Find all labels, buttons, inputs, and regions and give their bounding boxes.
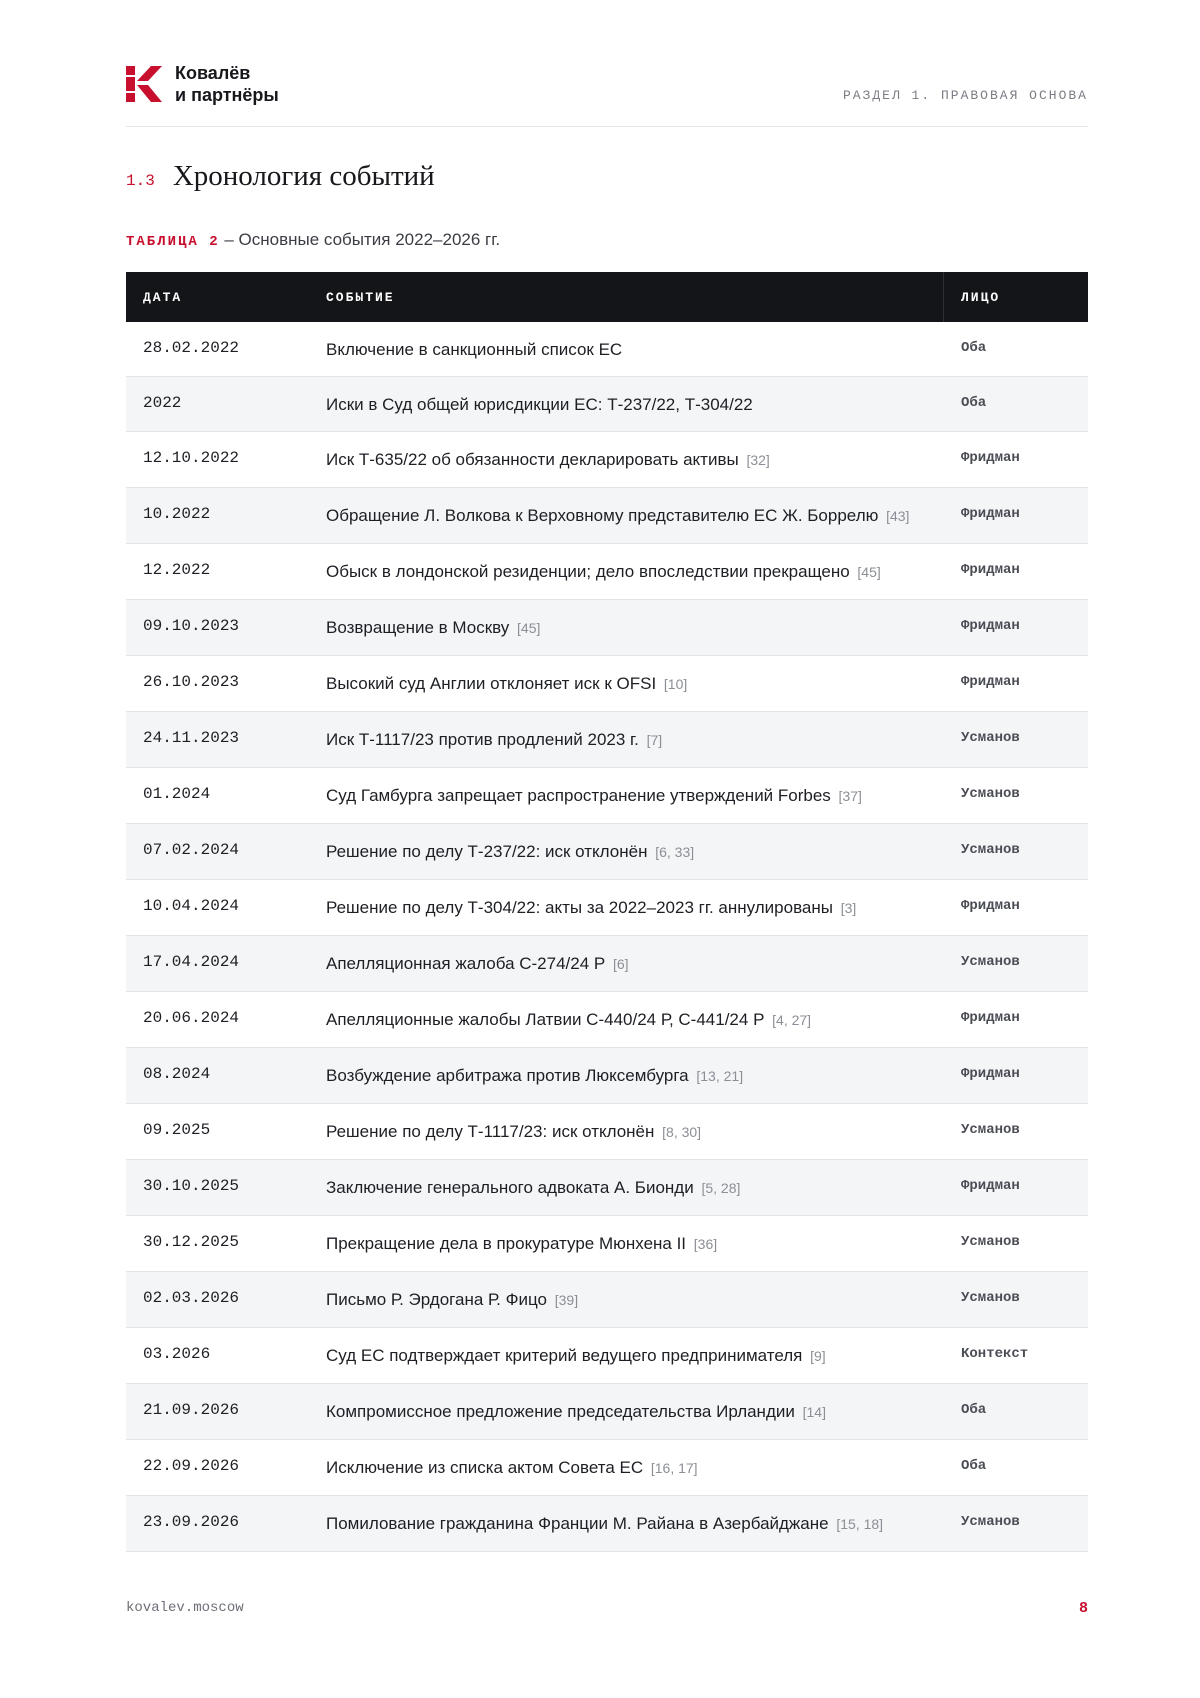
table-row — [126, 1440, 1088, 1496]
event-text: Суд Гамбурга запрещает распространение утверждений Forbes — [326, 786, 831, 805]
reference-label: [10] — [663, 676, 688, 692]
date-cell: 26.10.2023 — [143, 673, 240, 691]
date-cell: 10.2022 — [143, 505, 211, 523]
event-text: Помилование гражданина Франции М. Райана в Азербайджане — [326, 1514, 829, 1533]
event-cell — [309, 1160, 944, 1215]
table-row — [126, 824, 1088, 880]
date-cell: 28.02.2022 — [143, 339, 240, 357]
event-text: Обращение Л. Волкова к Верховному представителю ЕС Ж. Боррелю — [326, 506, 879, 525]
event-cell — [309, 322, 944, 376]
date-cell: 30.12.2025 — [143, 1233, 240, 1251]
reference-label: [7] — [646, 732, 663, 748]
table-caption-label: ТАБЛИЦА 2 — [126, 234, 220, 250]
date-cell: 09.10.2023 — [143, 617, 240, 635]
column-header-date: ДАТА — [143, 289, 183, 305]
table-caption — [126, 230, 500, 250]
event-cell — [309, 992, 944, 1047]
table-row — [126, 1104, 1088, 1160]
reference-label: [15, 18] — [836, 1516, 884, 1532]
person-cell: Усманов — [961, 786, 1020, 802]
reference-label: [36] — [693, 1236, 718, 1252]
date-cell: 10.04.2024 — [143, 897, 240, 915]
person-cell: Усманов — [961, 954, 1020, 970]
event-text: Решение по делу Т-304/22: акты за 2022–2023 гг. аннулированы — [326, 898, 833, 917]
event-cell — [309, 768, 944, 823]
reference-label: [14] — [802, 1404, 826, 1420]
date-cell: 12.10.2022 — [143, 449, 240, 467]
person-cell: Фридман — [961, 506, 1020, 522]
date-cell: 24.11.2023 — [143, 729, 240, 747]
event-text: Компромиссное предложение председательства Ирландии — [326, 1402, 795, 1421]
event-cell — [309, 1104, 944, 1159]
page-header — [126, 62, 1088, 127]
person-cell: Фридман — [961, 898, 1020, 914]
brand-name — [175, 62, 279, 106]
person-cell: Фридман — [961, 450, 1020, 466]
event-cell — [309, 432, 944, 487]
table-row — [126, 880, 1088, 936]
brand-line-1: Ковалёв — [175, 63, 251, 83]
person-cell: Оба — [961, 395, 987, 411]
event-cell — [309, 936, 944, 991]
event-text: Обыск в лондонской резиденции; дело впоследствии прекращено — [326, 562, 850, 581]
table-caption-text: – Основные события 2022–2026 гг. — [219, 230, 501, 249]
table-row — [126, 1160, 1088, 1216]
event-text: Иск Т-635/22 об обязанности декларировать активы — [326, 450, 739, 469]
date-cell: 07.02.2024 — [143, 841, 240, 859]
person-cell: Фридман — [961, 1066, 1020, 1082]
section-label: РАЗДЕЛ 1. ПРАВОВАЯ ОСНОВА — [842, 88, 1088, 103]
reference-label: [32] — [746, 452, 770, 468]
reference-label: [8, 30] — [662, 1124, 702, 1140]
event-cell — [309, 1328, 944, 1383]
table-row — [126, 1328, 1088, 1384]
section-heading — [126, 160, 435, 196]
person-cell: Фридман — [961, 674, 1020, 690]
person-cell: Усманов — [961, 842, 1020, 858]
event-cell — [309, 1272, 944, 1327]
date-cell: 12.2022 — [143, 561, 211, 579]
event-text: Апелляционная жалоба С-274/24 Р — [326, 954, 606, 973]
event-text: Возвращение в Москву — [326, 618, 510, 637]
person-cell: Усманов — [961, 1514, 1020, 1530]
reference-label: [39] — [554, 1292, 579, 1308]
person-cell: Оба — [961, 340, 987, 356]
table-row — [126, 1496, 1088, 1552]
reference-label: [16, 17] — [650, 1460, 698, 1476]
event-text: Апелляционные жалобы Латвии С-440/24 Р, С-441/24 Р — [326, 1010, 765, 1029]
table-row — [126, 1384, 1088, 1440]
events-table — [126, 272, 1088, 1552]
brand-line-2: и партнёры — [175, 85, 279, 105]
reference-label: [45] — [517, 620, 541, 636]
reference-label: [3] — [840, 900, 857, 916]
person-cell: Оба — [961, 1402, 987, 1418]
date-cell: 09.2025 — [143, 1121, 211, 1139]
column-header-event: СОБЫТИЕ — [309, 272, 944, 322]
date-cell: 23.09.2026 — [143, 1513, 240, 1531]
date-cell: 30.10.2025 — [143, 1177, 240, 1195]
table-row — [126, 432, 1088, 488]
person-cell: Усманов — [961, 1122, 1020, 1138]
date-cell: 21.09.2026 — [143, 1401, 240, 1419]
date-cell: 03.2026 — [143, 1345, 211, 1363]
footer-site: kovalev.moscow — [126, 1600, 244, 1616]
event-text: Суд ЕС подтверждает критерий ведущего предпринимателя — [326, 1346, 803, 1365]
event-text: Решение по делу Т-1117/23: иск отклонён — [326, 1122, 655, 1141]
event-text: Заключение генерального адвоката А. Бионди — [326, 1178, 694, 1197]
column-header-person: ЛИЦО — [961, 289, 1001, 305]
table-header — [126, 272, 1088, 322]
event-cell — [309, 377, 944, 431]
reference-label: [43] — [886, 508, 910, 524]
event-cell — [309, 1048, 944, 1103]
event-text: Высокий суд Англии отклоняет иск к OFSI — [326, 674, 657, 693]
table-row — [126, 600, 1088, 656]
person-cell: Контекст — [961, 1346, 1029, 1362]
date-cell: 17.04.2024 — [143, 953, 240, 971]
person-cell: Оба — [961, 1458, 987, 1474]
table-row — [126, 768, 1088, 824]
event-cell — [309, 1216, 944, 1271]
table-body — [126, 322, 1088, 1552]
date-cell: 08.2024 — [143, 1065, 211, 1083]
person-cell: Усманов — [961, 1290, 1020, 1306]
section-title: Хронология событий — [172, 160, 435, 192]
footer-page-number: 8 — [1078, 1600, 1088, 1617]
reference-label: [45] — [857, 564, 881, 580]
reference-label: [6, 33] — [655, 844, 695, 860]
event-text: Включение в санкционный список ЕС — [326, 340, 623, 359]
table-row — [126, 992, 1088, 1048]
reference-label: [4, 27] — [772, 1012, 812, 1028]
table-row — [126, 936, 1088, 992]
person-cell: Фридман — [961, 1010, 1020, 1026]
person-cell: Фридман — [961, 618, 1020, 634]
person-cell: Усманов — [961, 1234, 1020, 1250]
event-cell — [309, 712, 944, 767]
event-cell — [309, 488, 944, 543]
event-text: Решение по делу Т-237/22: иск отклонён — [326, 842, 648, 861]
event-cell — [309, 1496, 944, 1551]
section-number: 1.3 — [126, 172, 155, 190]
table-row — [126, 544, 1088, 600]
table-row — [126, 656, 1088, 712]
table-row — [126, 1216, 1088, 1272]
table-row — [126, 377, 1088, 432]
document-page — [126, 0, 1088, 1698]
reference-label: [37] — [838, 788, 862, 804]
event-text: Исключение из списка актом Совета ЕС — [326, 1458, 644, 1477]
table-row — [126, 712, 1088, 768]
date-cell: 20.06.2024 — [143, 1009, 240, 1027]
event-text: Иск Т-1117/23 против продлений 2023 г. — [326, 730, 639, 749]
date-cell: 22.09.2026 — [143, 1457, 240, 1475]
table-row — [126, 488, 1088, 544]
person-cell: Фридман — [961, 562, 1020, 578]
table-row — [126, 322, 1088, 377]
event-cell — [309, 880, 944, 935]
reference-label: [6] — [612, 956, 629, 972]
person-cell: Фридман — [961, 1178, 1020, 1194]
event-text: Прекращение дела в прокуратуре Мюнхена II — [326, 1234, 687, 1253]
event-text: Иски в Суд общей юрисдикции ЕС: Т-237/22, Т-304/22 — [326, 395, 753, 414]
reference-label: [5, 28] — [701, 1180, 741, 1196]
event-cell — [309, 544, 944, 599]
table-row — [126, 1272, 1088, 1328]
date-cell: 02.03.2026 — [143, 1289, 240, 1307]
event-cell — [309, 824, 944, 879]
reference-label: [13, 21] — [696, 1068, 744, 1084]
date-cell: 01.2024 — [143, 785, 211, 803]
table-row — [126, 1048, 1088, 1104]
date-cell: 2022 — [143, 394, 182, 412]
k-letter-logo-icon — [126, 66, 162, 102]
event-text: Письмо Р. Эрдогана Р. Фицо — [326, 1290, 548, 1309]
person-cell: Усманов — [961, 730, 1020, 746]
event-cell — [309, 1440, 944, 1495]
event-cell — [309, 1384, 944, 1439]
event-cell — [309, 656, 944, 711]
reference-label: [9] — [810, 1348, 826, 1364]
event-cell — [309, 600, 944, 655]
event-text: Возбуждение арбитража против Люксембурга — [326, 1066, 689, 1085]
